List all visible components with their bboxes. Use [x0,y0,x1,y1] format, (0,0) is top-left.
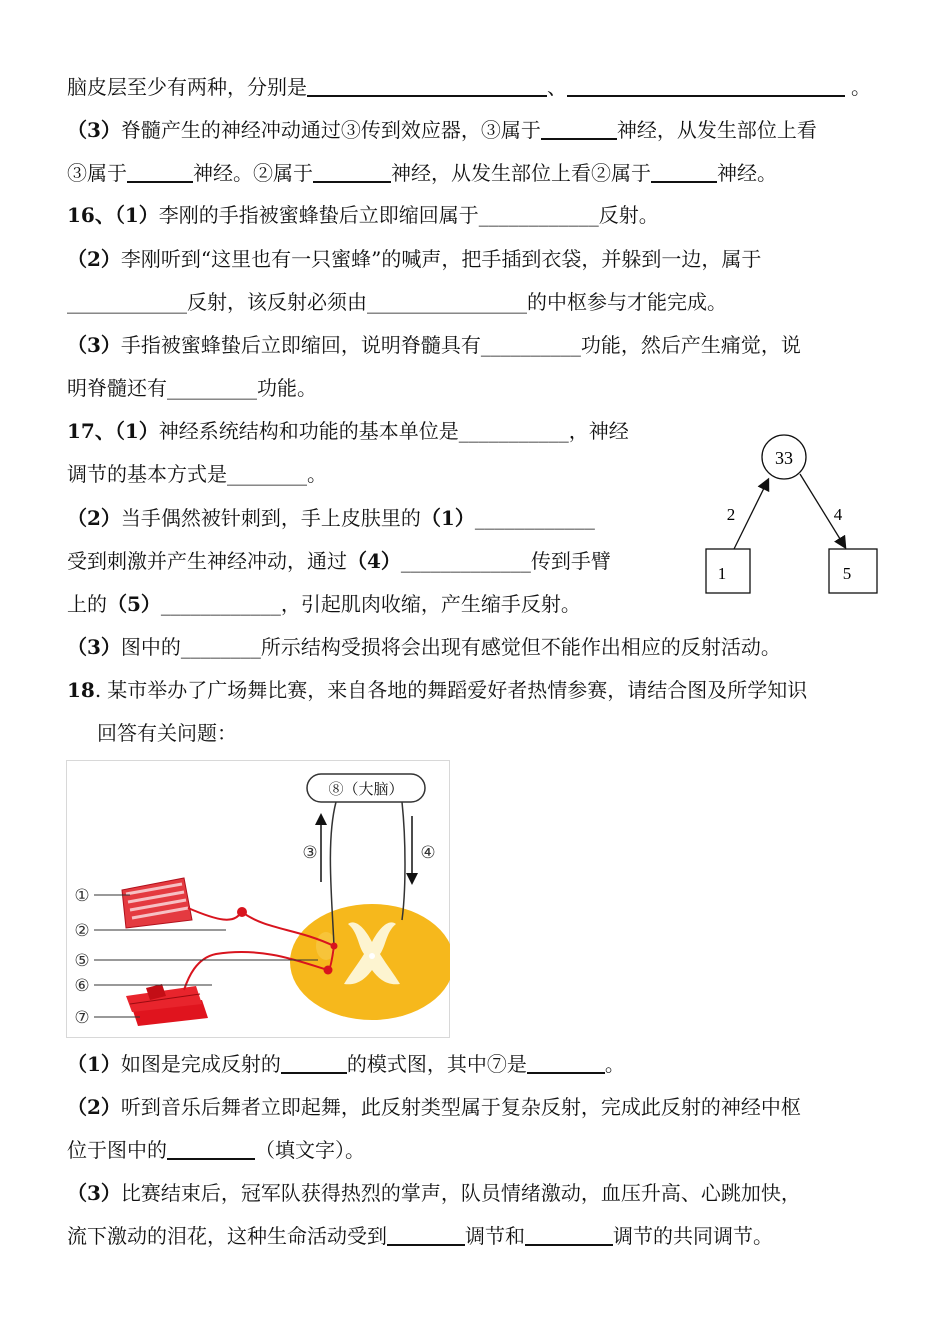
q15-part3-line1 [67,115,817,145]
q15-part3-line2 [67,158,777,188]
part-number: （1） [420,506,475,530]
label-4: ④ [420,843,436,862]
arrow-label-2: 2 [726,505,736,524]
answer-blank[interactable]: ________________ [367,290,527,314]
answer-blank[interactable]: ___________ [458,419,569,443]
q18-text: 的模式图，其中⑦是 [346,1052,527,1076]
period: 。 [851,75,871,99]
q18-stem-line2 [97,718,237,748]
part-label: （3） [67,118,121,142]
q17-part2-line1 [67,503,595,533]
receptor-box [706,549,750,593]
q18-part3-line1 [67,1178,801,1208]
q17-part3 [67,632,781,662]
q17-text: 神经系统结构和功能的基本单位是 [158,419,459,443]
q17-part1-line2 [67,459,327,489]
q16-text: 功能，然后产生痛觉，说 [580,333,801,357]
q16-text: 明脊髓还有 [67,376,167,400]
q17-text: 上的 [67,592,107,616]
part-label: （2） [67,247,121,271]
q15-text: 脊髓产生的神经冲动通过③传到效应器，③属于 [120,118,541,142]
question-number: 18 [67,678,95,702]
q17-text: 图中的 [120,635,181,659]
q15-text: 神经，从发生部位上看②属于 [391,161,651,185]
q15-text: 脑皮层至少有两种，分别是 [67,75,307,99]
q18-text: 比赛结束后，冠军队获得热烈的掌声，队员情绪激动，血压升高、心跳加快， [120,1181,801,1205]
box-label-1: 1 [717,564,727,583]
separator: . [94,678,102,702]
q15-text: 神经，从发生部位上看 [616,118,817,142]
q16-text: 反射。 [598,203,659,227]
q18-text: 调节和 [465,1224,525,1248]
answer-blank[interactable]: ________ [227,462,307,486]
q18-part1 [67,1049,625,1079]
q18-text: 如图是完成反射的 [120,1052,281,1076]
spinal-cord-section [290,904,450,1020]
answer-blank[interactable] [313,159,391,183]
part-label: （3） [67,333,121,357]
spinal-reflex-figure [66,760,450,1038]
q18-part2-line2 [67,1135,365,1165]
label-7: ⑦ [74,1008,90,1027]
answer-blank[interactable]: ____________ [474,506,595,530]
answer-blank[interactable] [127,159,193,183]
answer-blank[interactable] [541,116,617,140]
answer-blank[interactable] [167,1136,255,1160]
q15-text: 神经。 [717,161,777,185]
answer-blank[interactable]: __________ [480,333,581,357]
q18-text: 某市举办了广场舞比赛，来自各地的舞蹈爱好者热情参赛，请结合图及所学知识 [107,678,808,702]
arrow-2 [734,480,768,549]
part-label: （1） [114,203,159,227]
q16-part3-line2 [67,373,317,403]
arrow-label-4: 4 [833,505,843,524]
question-number: 16、 [67,203,115,227]
question-number: 17、 [67,419,115,443]
brain-label: ⑧（大脑） [328,782,404,798]
answer-blank[interactable] [651,159,717,183]
part-label: （2） [67,1095,121,1119]
q16-text: 李刚听到“这里也有一只蜜蜂”的喊声，把手插到衣袋，并躲到一边，属于 [120,247,762,271]
label-1: ① [74,886,90,905]
part-label: （1） [67,1052,121,1076]
q16-part1 [67,200,659,230]
answer-blank[interactable]: ____________ [67,290,187,314]
q15-text: ③属于 [67,161,127,185]
answer-blank[interactable]: _____________ [400,549,531,573]
q16-text: 功能。 [257,376,317,400]
part-number: （4） [347,549,401,573]
q18-text: 位于图中的 [67,1138,167,1162]
separator: 、 [547,75,567,99]
q16-text: 手指被蜜蜂蛰后立即缩回，说明脊髓具有 [120,333,481,357]
answer-blank[interactable] [525,1222,613,1246]
period: 。 [604,1052,625,1076]
q18-text: 回答有关问题： [97,721,237,745]
q16-part2-line1 [67,244,761,274]
answer-blank[interactable]: ____________ [160,592,281,616]
q17-part1-line1 [67,416,629,446]
q16-text: 李刚的手指被蜜蜂蛰后立即缩回属于 [158,203,479,227]
q16-part3-line1 [67,330,801,360]
q15-text: 神经。②属于 [193,161,313,185]
answer-blank[interactable] [527,1050,605,1074]
q18-text: 听到音乐后舞者立即起舞，此反射类型属于复杂反射，完成此反射的神经中枢 [120,1095,801,1119]
q18-text: 调节的共同调节。 [613,1224,773,1248]
answer-blank[interactable]: ________ [180,635,261,659]
q17-text: 受到刺激并产生神经冲动，通过 [67,549,347,573]
q16-text: 反射，该反射必须由 [187,290,367,314]
answer-blank[interactable] [387,1222,465,1246]
q18-part2-line1 [67,1092,801,1122]
box-label-5: 5 [842,564,852,583]
effector-box [829,549,877,593]
q18-stem-line1 [67,675,807,705]
q17-text: 。 [307,462,327,486]
q17-text: 调节的基本方式是 [67,462,227,486]
q17-part2-line2 [67,546,611,576]
answer-blank[interactable] [281,1050,347,1074]
q17-text: ，神经 [568,419,629,443]
label-2: ② [74,921,90,940]
part-label: （3） [67,1181,121,1205]
part-label: （3） [67,635,121,659]
answer-blank[interactable]: _________ [167,376,257,400]
label-6: ⑥ [74,976,90,995]
q16-part2-line2 [67,287,727,317]
q18-text: （填文字）。 [255,1138,365,1162]
part-label: （2） [67,506,121,530]
reflex-arc-diagram [700,428,885,600]
q17-part2-line3 [67,589,581,619]
part-label: （1） [114,419,159,443]
part-number: （5） [107,592,161,616]
q17-text: ，引起肌肉收缩，产生缩手反射。 [280,592,581,616]
q17-text: 传到手臂 [530,549,611,573]
q17-text: 当手偶然被针刺到，手上皮肤里的 [120,506,421,530]
answer-blank[interactable] [307,73,547,97]
q17-text: 所示结构受损将会出现有感觉但不能作出相应的反射活动。 [260,635,781,659]
q18-text: 流下激动的泪花，这种生命活动受到 [67,1224,387,1248]
label-3: ③ [302,843,318,862]
answer-blank[interactable] [567,73,845,97]
circle-label: 33 [775,448,793,468]
label-5: ⑤ [74,951,90,970]
q16-text: 的中枢参与才能完成。 [527,290,727,314]
q18-part3-line2 [67,1221,773,1251]
answer-blank[interactable]: ____________ [478,203,599,227]
q15-line1 [67,72,871,102]
